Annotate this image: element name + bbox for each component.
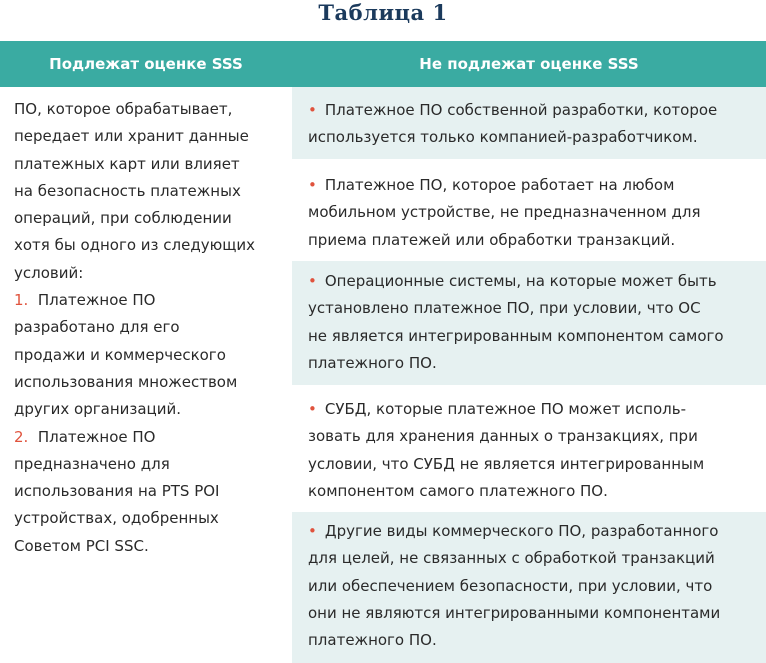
intro-line: операций, при соблюдении <box>14 209 232 228</box>
exclusion-line: Другие виды коммерческого ПО, разработанного <box>324 522 719 540</box>
table-title: Таблица 1 <box>318 0 448 25</box>
exclusion-line: не является интегрированным компонентом самого <box>308 326 724 345</box>
intro-line: условий: <box>14 263 84 282</box>
condition-item-1 <box>14 287 284 314</box>
intro-line: на безопасность платежных <box>14 181 241 200</box>
bullet-icon: • <box>308 522 317 540</box>
header-assessable: Подлежат оценке SSS <box>49 55 243 73</box>
exclusion-row-5 <box>292 512 766 663</box>
exclusion-line: платежного ПО. <box>308 353 437 372</box>
exclusion-line: Платежное ПО собственной разработки, которое <box>324 101 718 119</box>
exclusion-line: условии, что СУБД не является интегрированным <box>308 454 705 473</box>
exclusion-line: для целей, не связанных с обработкой транзакций <box>308 549 715 568</box>
exclusion-line: приема платежей или обработки транзакций. <box>308 230 676 249</box>
exclusion-line: они не являются интегрированными компонентами <box>308 603 721 622</box>
exclusion-line: Платежное ПО, которое работает на любом <box>324 176 675 194</box>
condition-line: Платежное ПО <box>37 291 156 310</box>
intro-line: хотя бы одного из следующих <box>14 236 255 255</box>
condition-line: других организаций. <box>14 400 182 419</box>
intro-line: платежных карт или влияет <box>14 154 240 173</box>
bullet-icon: • <box>308 176 317 194</box>
condition-line: устройствах, одобренных <box>14 509 219 528</box>
exclusion-line: компонентом самого платежного ПО. <box>308 481 608 500</box>
bullet-icon: • <box>308 101 317 119</box>
bullet-icon: • <box>308 400 317 418</box>
condition-number: 1. <box>14 291 29 310</box>
intro-line: передает или хранит данные <box>14 127 249 146</box>
condition-line: Советом PCI SSC. <box>14 536 149 555</box>
exclusion-row-3 <box>292 261 766 385</box>
condition-line: предназначено для <box>14 454 170 473</box>
condition-item-2 <box>14 424 284 451</box>
exclusion-line: платежного ПО. <box>308 631 437 650</box>
condition-line: Платежное ПО <box>37 427 156 446</box>
condition-line: использования множеством <box>14 372 238 391</box>
condition-line: использования на PTS POI <box>14 482 220 501</box>
bullet-icon: • <box>308 272 317 290</box>
exclusion-line: используется только компанией-разработчиком. <box>308 128 698 147</box>
assessable-column <box>14 96 284 560</box>
header-not-assessable: Не подлежат оценке SSS <box>419 55 639 73</box>
condition-line: продажи и коммерческого <box>14 345 226 364</box>
exclusion-row-1 <box>292 87 766 159</box>
exclusion-row-2 <box>292 164 766 256</box>
condition-number: 2. <box>14 427 29 446</box>
exclusion-line: зовать для хранения данных о транзакциях, при <box>308 427 698 446</box>
exclusion-line: мобильном устройстве, не предназначенном для <box>308 203 701 222</box>
exclusion-line: или обеспечением безопасности, при условии, что <box>308 576 713 595</box>
table-header <box>0 41 766 87</box>
condition-line: разработано для его <box>14 318 180 337</box>
exclusion-line: СУБД, которые платежное ПО может исполь- <box>324 400 686 418</box>
exclusion-row-4 <box>292 392 766 508</box>
exclusion-line: Операционные системы, на которые может быть <box>324 272 717 290</box>
intro-line: ПО, которое обрабатывает, <box>14 100 233 118</box>
exclusion-line: установлено платежное ПО, при условии, что ОС <box>308 299 701 318</box>
